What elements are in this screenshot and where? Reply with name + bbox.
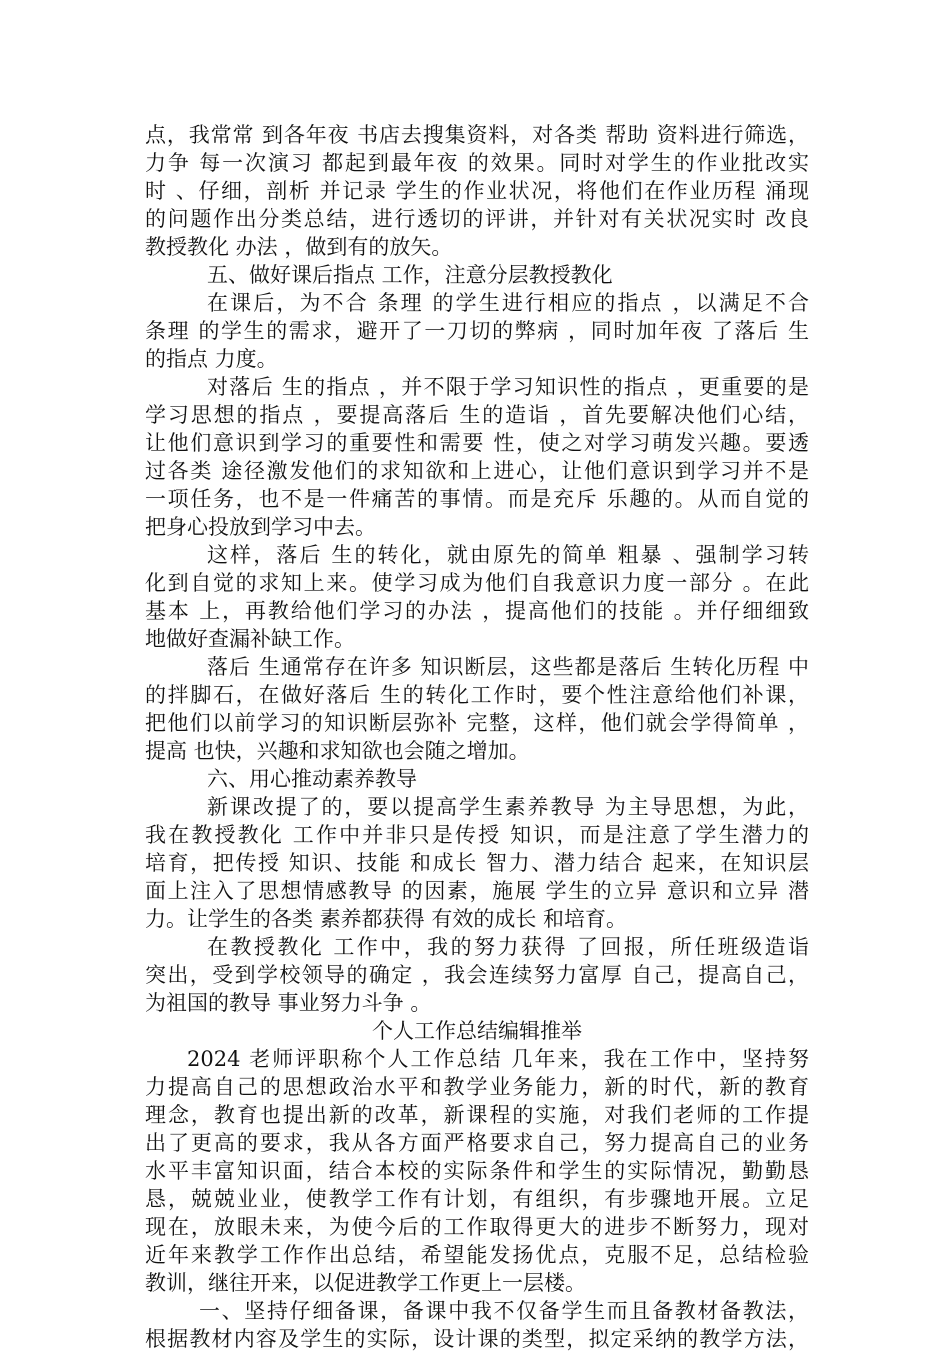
text-line: 恳，兢兢业业，使教学工作有计划，有组织，有步骤地开展。立足 — [145, 1187, 809, 1211]
text-line: 理念，教育也提出新的改革，新课程的实施，对我们老师的工作提 — [145, 1103, 809, 1127]
section-heading: 个人工作总结编辑推举 — [372, 1019, 582, 1043]
text-line: 让他们意识到学习的重要性和需要 性，使之对学习萌发兴趣。要透 — [145, 431, 809, 455]
text-line: 面上注入了思想情感教导 的因素，施展 学生的立异 意识和立异 潜 — [145, 879, 809, 903]
text-line: 近年来教学工作作出总结，希望能发扬优点，克服不足，总结检验 — [145, 1243, 809, 1267]
text-line: 一项任务，也不是一件痛苦的事情。而是充斥 乐趣的。从而自觉的 — [145, 487, 809, 511]
section-heading: 五、做好课后指点 工作，注意分层教授教化 — [207, 263, 613, 287]
text-line: 时 、仔细，剖析 并记录 学生的作业状况，将他们在作业历程 涌现 — [145, 179, 809, 203]
text-line: 把他们以前学习的知识断层弥补 完整，这样，他们就会学得简单 ， — [145, 711, 809, 735]
text-line: 学习思想的指点 ，要提高落后 生的造诣 ，首先要解决他们心结， — [145, 403, 809, 427]
text-line: 根据教材内容及学生的实际，设计课的类型，拟定采纳的教学方法， — [145, 1327, 809, 1351]
text-line: 过各类 途径激发他们的求知欲和上进心，让他们意识到学习并不是 — [145, 459, 809, 483]
text-line: 把身心投放到学习中去。 — [145, 515, 376, 539]
text-line: 培育，把传授 知识、技能 和成长 智力、潜力结合 起来，在知识层 — [145, 851, 809, 875]
text-line: 突出，受到学校领导的确定 ，我会连续努力富厚 自己，提高自己， — [145, 963, 809, 987]
text-line: 地做好查漏补缺工作。 — [145, 627, 355, 651]
text-line: 2024 老师评职称个人工作总结 几年来，我在工作中，坚持努 — [187, 1047, 809, 1071]
text-line: 这样，落后 生的转化，就由原先的简单 粗暴 、强制学习转 — [207, 543, 809, 567]
text-line: 在教授教化 工作中，我的努力获得 了回报，所任班级造诣 — [207, 935, 809, 959]
text-line: 在课后，为不合 条理 的学生进行相应的指点 ，以满足不合 — [207, 291, 809, 315]
text-line: 基本 上，再教给他们学习的办法 ，提高他们的技能 。并仔细细致 — [145, 599, 809, 623]
text-line: 力。让学生的各类 素养都获得 有效的成长 和培育。 — [145, 907, 628, 931]
text-line: 一、坚持仔细备课，备课中我不仅备学生而且备教材备教法， — [199, 1299, 809, 1323]
text-line: 教训，继往开来，以促进教学工作更上一层楼。 — [145, 1271, 586, 1295]
text-line: 出了更高的要求，我从各方面严格要求自己，努力提高自己的业务 — [145, 1131, 809, 1155]
text-line: 的问题作出分类总结，进行透切的评讲，并针对有关状况实时 改良 — [145, 207, 809, 231]
document-page — [145, 121, 809, 1353]
text-line: 落后 生通常存在许多 知识断层，这些都是落后 生转化历程 中 — [207, 655, 809, 679]
text-line: 的指点 力度。 — [145, 347, 278, 371]
text-line: 新课改提了的，要以提高学生素养教导 为主导思想，为此， — [207, 795, 809, 819]
section-heading: 六、用心推动素养教导 — [207, 767, 417, 791]
text-line: 提高 也快，兴趣和求知欲也会随之增加。 — [145, 739, 530, 763]
text-line: 条理 的学生的需求，避开了一刀切的弊病 ，同时加年夜 了落后 生 — [145, 319, 809, 343]
text-line: 的拌脚石，在做好落后 生的转化工作时，要个性注意给他们补课， — [145, 683, 809, 707]
text-line: 教授教化 办法 ，做到有的放矢。 — [145, 235, 453, 259]
text-line: 点，我常常 到各年夜 书店去搜集资料，对各类 帮助 资料进行筛选， — [145, 123, 809, 147]
text-line: 水平丰富知识面，结合本校的实际条件和学生的实际情况，勤勤恳 — [145, 1159, 809, 1183]
text-line: 化到自觉的求知上来。使学习成为他们自我意识力度一部分 。在此 — [145, 571, 809, 595]
text-line: 为祖国的教导 事业努力斗争 。 — [145, 991, 432, 1015]
text-line: 现在，放眼未来，为使今后的工作取得更大的进步不断努力，现对 — [145, 1215, 809, 1239]
text-line: 力提高自己的思想政治水平和教学业务能力，新的时代，新的教育 — [145, 1075, 809, 1099]
text-line: 对落后 生的指点 ，并不限于学习知识性的指点 ，更重要的是 — [207, 375, 809, 399]
text-line: 力争 每一次演习 都起到最年夜 的效果。同时对学生的作业批改实 — [145, 151, 809, 175]
text-line: 我在教授教化 工作中并非只是传授 知识，而是注意了学生潜力的 — [145, 823, 809, 847]
